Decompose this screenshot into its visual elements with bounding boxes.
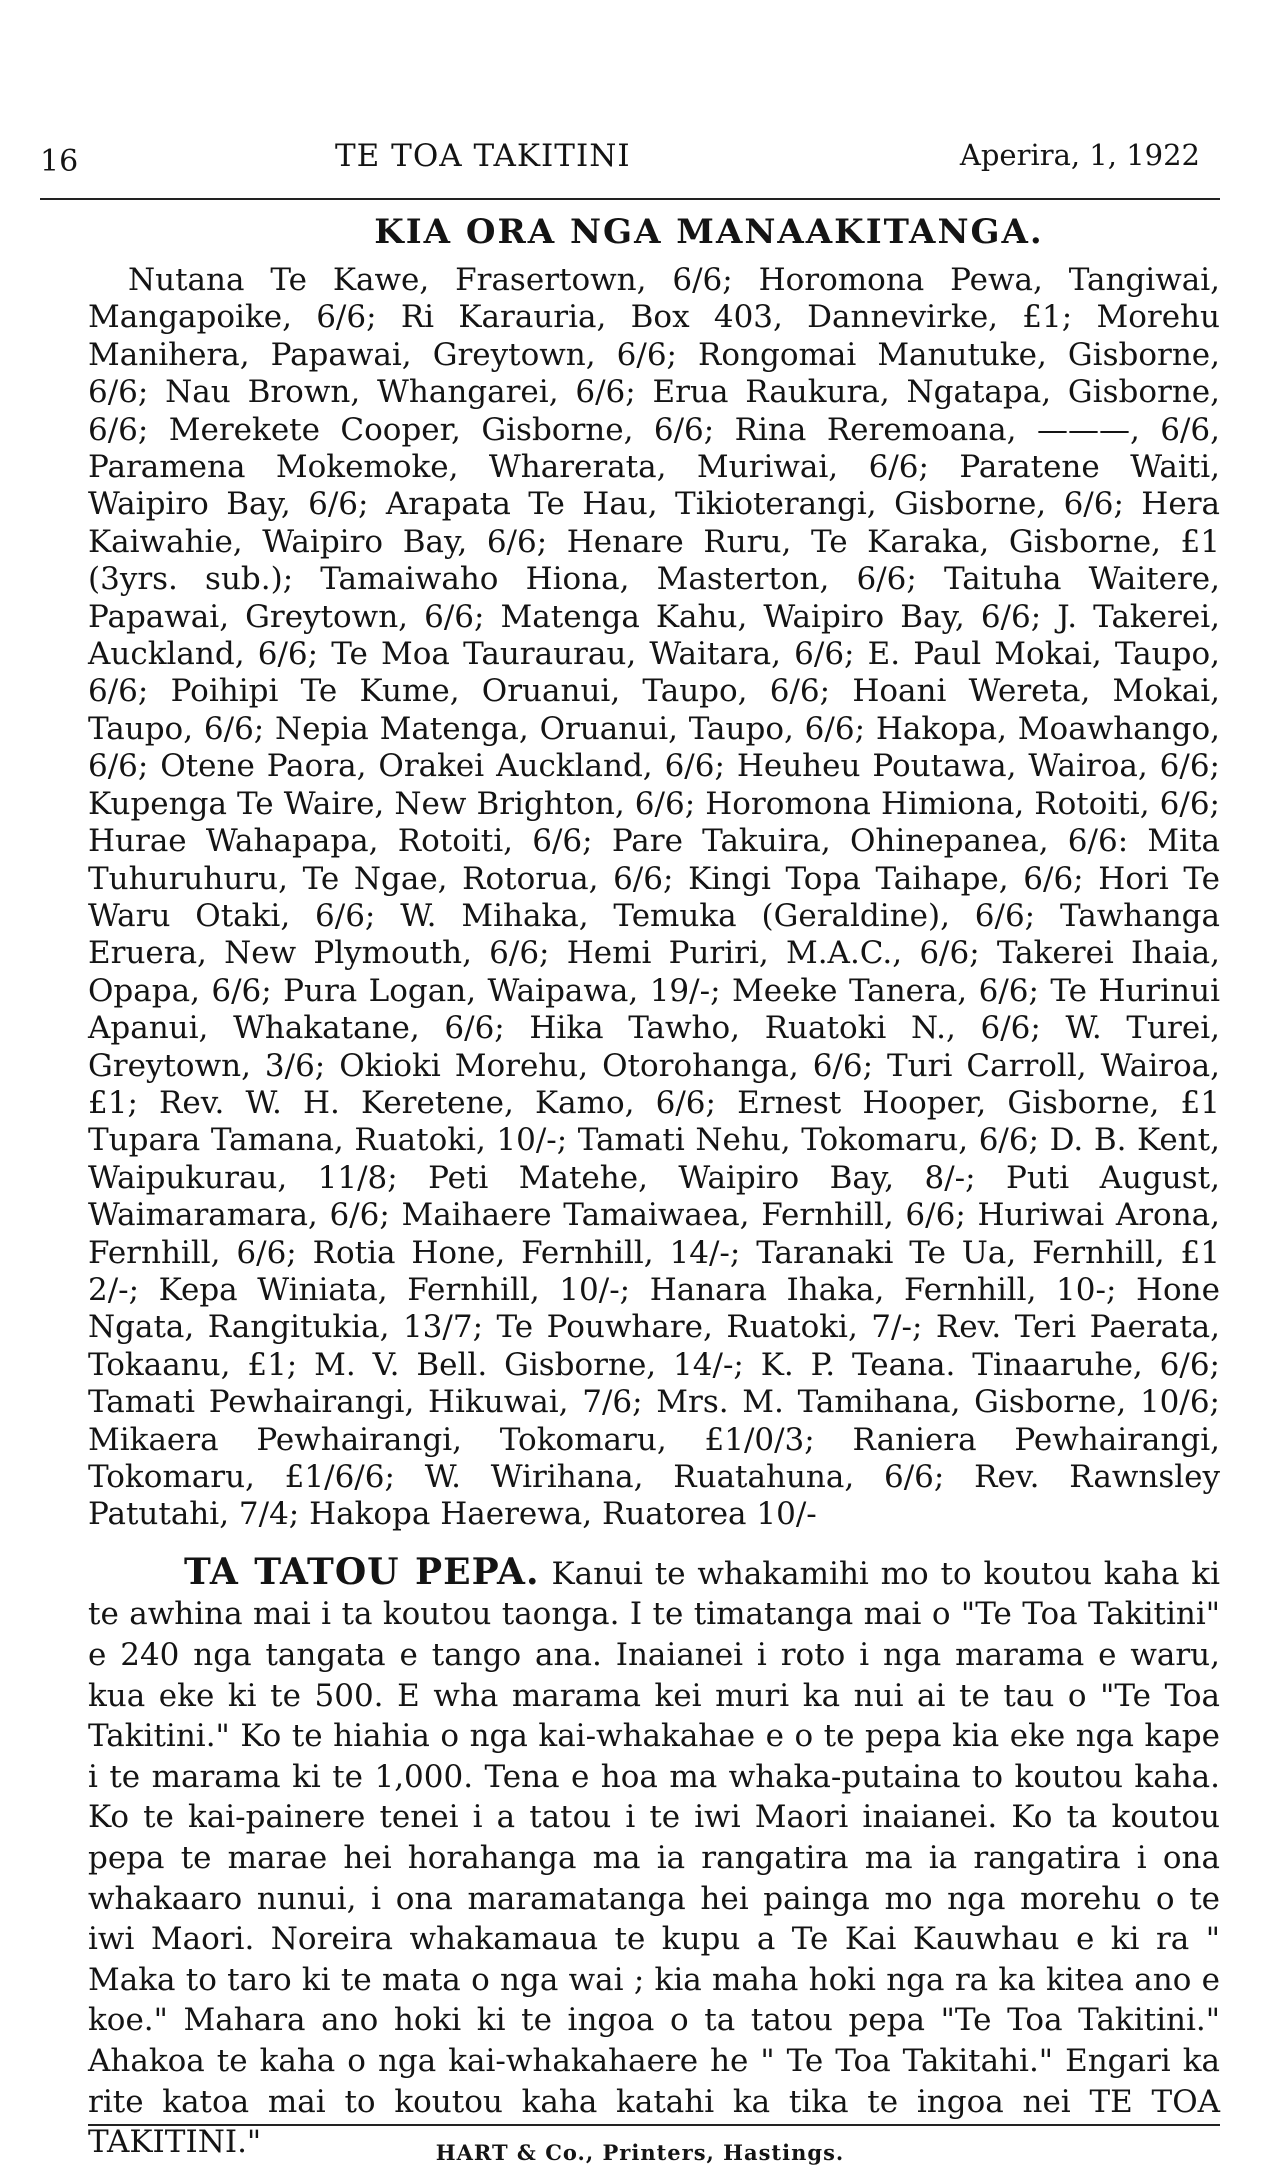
acknowledgements-heading: KIA ORA NGA MANAAKITANGA. [374, 212, 1044, 252]
issue-date: Aperira, 1, 1922 [959, 138, 1200, 172]
main-content [88, 212, 1220, 2163]
page-number: 16 [40, 144, 79, 179]
header-rule [40, 198, 1220, 200]
running-head [40, 138, 1220, 188]
footer-rule [88, 2124, 1220, 2126]
journal-title: TE TOA TAKITINI [335, 138, 631, 174]
acknowledgements-text: Nutana Te Kawe, Frasertown, 6/6; Horomona Pewa, Tangiwai, Mangapoike, 6/6; Ri Karauria, Box 403, Dannevirke, £1; Morehu Manihera, Papawai, Greytown, 6/6; Rongomai Manutuke, Gisborne, 6/6; Nau Brown, Whangarei, 6/6; Erua Raukura, Ngatapa, Gisborne, 6/6; Merekete Cooper, Gisborne, 6/6; Rina Reremoana, ———, 6/6, Paramena Mokemoke, Wharerata, Muriwai, 6/6; Paratene Waiti, Waipiro Bay, 6/6; Arapata Te Hau, Tikioterangi, Gisborne, 6/6; Hera Kaiwahie, Waipiro Bay, 6/6; Henare Ruru, Te Karaka, Gisborne, £1 (3yrs. sub.); Tamaiwaho Hiona, Masterton, 6/6; Taituha Waitere, Papawai, Greytown, 6/6; Matenga Kahu, Waipiro Bay, 6/6; J. Takerei, Auckland, 6/6; Te Moa Tauraurau, Waitara, 6/6; E. Paul Mokai, Taupo, 6/6; Poihipi Te Kume, Oruanui, Taupo, 6/6; Hoani Wereta, Mokai, Taupo, 6/6; Nepia Matenga, Oruanui, Taupo, 6/6; Hakopa, Moawhango, 6/6; Otene Paora, Orakei Auckland, 6/6; Heuheu Poutawa, Wairoa, 6/6; Kupenga Te Waire, New Brighton, 6/6; Horomona Himiona, Rotoiti, 6/6; Hurae Wahapapa, Rotoiti, 6/6; Pare Takuira, Ohinepanea, 6/6: Mita Tuhuruhuru, Te Ngae, Rotorua, 6/6; Kingi Topa Taihape, 6/6; Hori Te Waru Otaki, 6/6; W. Mihaka, Temuka (Geraldine), 6/6; Tawhanga Eruera, New Plymouth, 6/6; Hemi Puriri, M.A.C., 6/6; Takerei Ihaia, Opapa, 6/6; Pura Logan, Waipawa, 19/-; Meeke Tanera, 6/6; Te Hurinui Apanui, Whakatane, 6/6; Hika Tawho, Ruatoki N., 6/6; W. Turei, Greytown, 3/6; Okioki Morehu, Otorohanga, 6/6; Turi Carroll, Wairoa, £1; Rev. W. H. Keretene, Kamo, 6/6; Ernest Hooper, Gisborne, £1 Tupara Tamana, Ruatoki, 10/-; Tamati Nehu, Tokomaru, 6/6; D. B. Kent, Waipukurau, 11/8; Peti Matehe, Waipiro Bay, 8/-; Puti August, Waimaramara, 6/6; Maihaere Tamaiwaea, Fernhill, 6/6; Huriwai Arona, Fernhill, 6/6; Rotia Hone, Fernhill, 14/-; Taranaki Te Ua, Fernhill, £1 2/-; Kepa Winiata, Fernhill, 10/-; Hanara Ihaka, Fernhill, 10-; Hone Ngata, Rangitukia, 13/7; Te Pouwhare, Ruatoki, 7/-; Rev. Teri Paerata, Tokaanu, £1; M. V. Bell. Gisborne, 14/-; K. P. Teana. Tinaaruhe, 6/6; Tamati Pewhairangi, Hikuwai, 7/6; Mrs. M. Tamihana, Gisborne, 10/6; Mikaera Pewhairangi, Tokomaru, £1/0/3; Raniera Pewhairangi, Tokomaru, £1/6/6; W. Wirihana, Ruatahuna, 6/6; Rev. Rawnsley Patutahi, 7/4; Hakopa Haerewa, Ruatorea 10/- [88, 262, 1220, 1533]
printer-imprint: HART & Co., Printers, Hastings. [435, 2140, 845, 2165]
editorial-text: Kanui te whakamihi mo to koutou kaha ki te awhina mai i ta koutou taonga. I te timatanga mai o "Te Toa Takitini" e 240 nga tangata e tango ana. Inaianei i roto i nga marama e waru, kua eke ki te 500. E wha marama kei muri ka nui ai te tau o "Te Toa Takitini." Ko te hiahia o nga kai-whakahae e o te pepa kia eke nga kape i te marama ki te 1,000. Tena e hoa ma whaka-putaina to koutou kaha. Ko te kai-painere tenei i a tatou i te iwi Maori inaianei. Ko ta koutou pepa te marae hei horahanga ma ia rangatira ma ia rangatira i ona whakaaro nunui, i ona maramatanga hei painga mo nga morehu o te iwi Maori. Noreira whakamaua te kupu a Te Kai Kauwhau e ki ra " Maka to taro ki te mata o nga wai ; kia maha hoki nga ra ka kitea ano e koe." Mahara ano hoki ki te ingoa o ta tatou pepa "Te Toa Takitini." Ahakoa te kaha o nga kai-whakahaere he " Te Toa Takitahi." Engari ka rite katoa mai to koutou kaha katahi ka tika te ingoa nei TE TOA TAKITINI." [88, 1555, 1220, 2161]
editorial-heading: TA TATOU PEPA. [184, 1550, 540, 1593]
editorial-paragraph [88, 1552, 1220, 2163]
